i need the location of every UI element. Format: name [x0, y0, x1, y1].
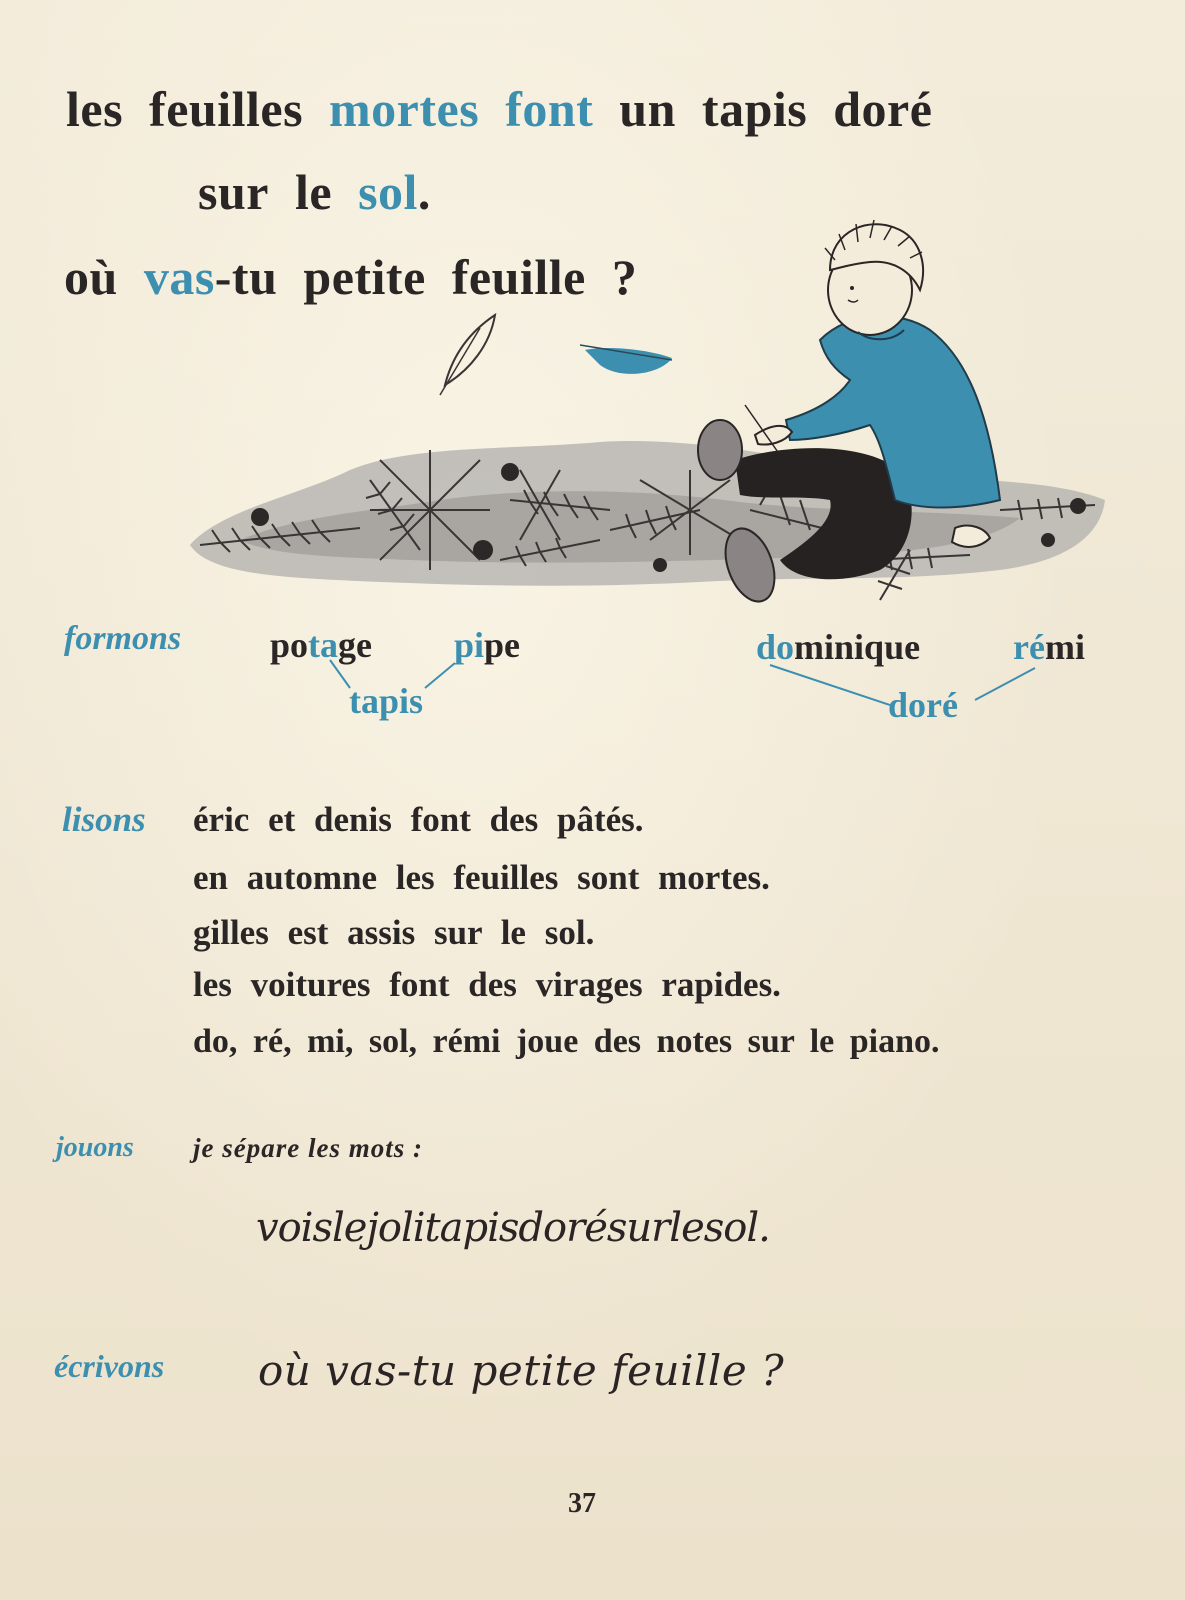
title-word-accent: mortes [329, 81, 480, 137]
section-label-ecrivons: écrivons [54, 1348, 165, 1384]
section-label-lisons: lisons [62, 800, 146, 839]
title-word-accent: sol [358, 164, 418, 220]
title-word: un [619, 81, 676, 137]
reading-line: do, ré, mi, sol, rémi joue des notes sur le piano. [193, 1023, 940, 1060]
page-number: 37 [568, 1488, 596, 1519]
syllable: mi [1044, 627, 1085, 667]
title-line-1 [66, 80, 932, 138]
syllable-accent: pi [454, 625, 485, 665]
formons-word-pipe [454, 624, 520, 666]
title-word: le [294, 164, 333, 220]
formons-result-tapis: tapis [349, 681, 424, 721]
title-word: où [64, 249, 118, 305]
title-word: feuille [451, 249, 586, 305]
syllable-accent: r [1013, 627, 1029, 667]
reading-line: les voitures font des virages rapides. [193, 965, 781, 1004]
formons-word-potage [270, 624, 372, 666]
title-word: -tu [214, 249, 278, 305]
jouons-instruction: je sépare les mots : [193, 1133, 423, 1163]
reading-line: gilles est assis sur le sol. [193, 913, 595, 952]
title-word: doré [833, 81, 933, 137]
title-word: les [66, 81, 124, 137]
formons-word-remi [1013, 626, 1085, 668]
title-word: feuilles [149, 81, 304, 137]
title-punct: ? [611, 249, 638, 305]
syllable-accent: do [756, 627, 795, 667]
reading-line: éric et denis font des pâtés. [193, 800, 644, 839]
syllable: pe [484, 625, 521, 665]
syllable: po [270, 625, 309, 665]
title-word: petite [303, 249, 426, 305]
title-word-accent: vas [143, 249, 215, 305]
formons-word-dominique [756, 626, 920, 668]
title-word-accent: font [505, 81, 594, 137]
syllable-accent: ta [308, 625, 339, 665]
section-label-jouons: jouons [56, 1132, 134, 1163]
title-word: sur [198, 164, 269, 220]
title-punct: . [417, 164, 431, 220]
syllable: minique [794, 627, 921, 667]
syllable: ge [338, 625, 373, 665]
jouons-cursive-text: voislejolitapisdorésurlesol. [256, 1205, 770, 1251]
falling-leaves [440, 315, 672, 395]
syllable-accent: é [1028, 627, 1045, 667]
title-word: tapis [701, 81, 808, 137]
ecrivons-cursive-text: où vas-tu petite feuille ? [258, 1346, 785, 1395]
section-label-formons: formons [64, 620, 182, 657]
boy-with-leaves-illustration [180, 210, 1110, 620]
reading-line: en automne les feuilles sont mortes. [193, 858, 770, 897]
formons-result-dore: doré [888, 685, 958, 725]
